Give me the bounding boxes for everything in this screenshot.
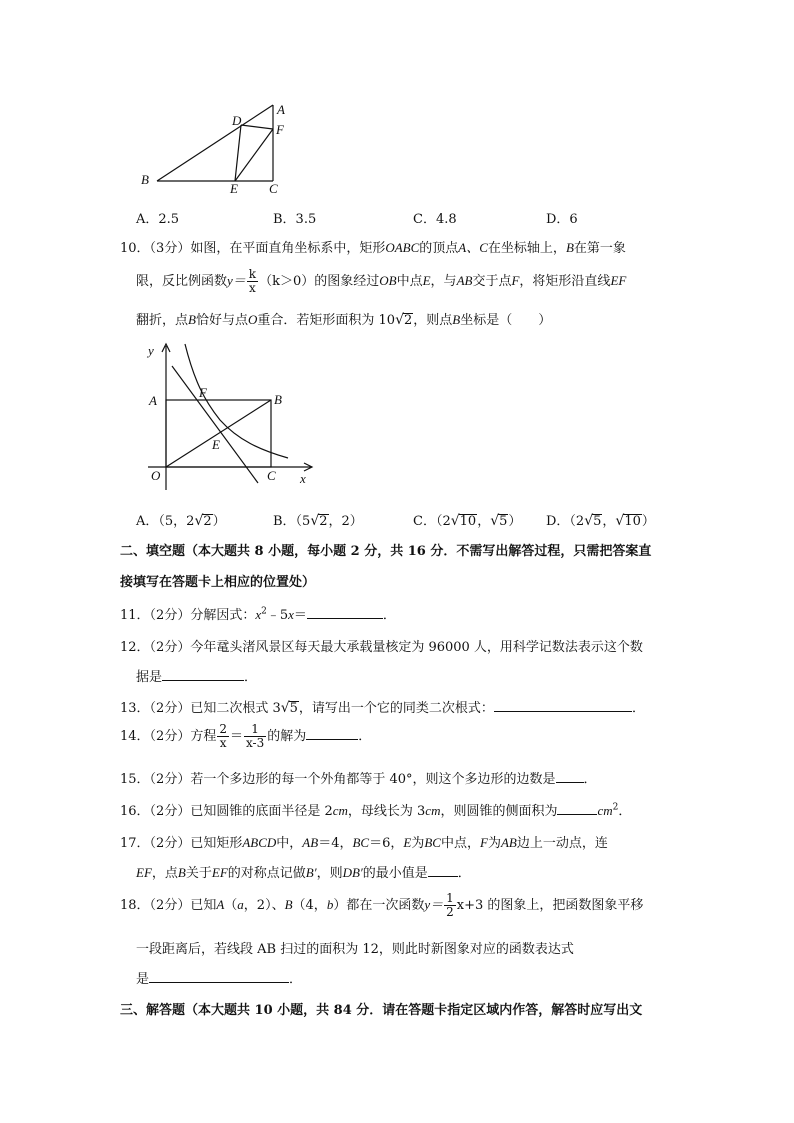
q18-line-3: 是 ．: [136, 968, 302, 987]
q9-option-b: B．3.5: [273, 212, 317, 227]
fig9-label-b: B: [141, 172, 149, 187]
q13-answer-blank[interactable]: [494, 698, 632, 712]
q9-option-d: D．6: [546, 212, 578, 227]
q15-answer-blank[interactable]: [556, 769, 584, 783]
q10-option-b: B．（5√2，2）: [273, 513, 363, 529]
q12-answer-blank[interactable]: [162, 667, 244, 681]
figure-q10: [140, 340, 325, 490]
q14: 14．（2分）方程 $\frac{2}{x}$ ＝ $\frac{1}{x-3}$ 的解为 ．: [120, 722, 372, 750]
fig9-label-d: D: [232, 113, 242, 128]
q10-option-a: A．（5，2√2）: [136, 513, 226, 529]
q9-option-c: C．4.8: [413, 212, 457, 227]
q15: 15．（2分）若一个多边形的每一个外角都等于 40°，则这个多边形的边数是 ．: [120, 768, 597, 787]
q12-line-1: 12．（2分）今年鼋头渚风景区每天最大承载量核定为 96000 人，用科学记数法表示这个数: [120, 640, 643, 655]
fig10-label-e: E: [212, 437, 220, 452]
q10-option-d: D．（2√5，√10）: [546, 513, 655, 529]
q10-line-3: 翻折，点B恰好与点O重合．若矩形面积为 10√2，则点B坐标是（ ）: [136, 312, 552, 328]
q9-option-a: A．2.5: [136, 212, 180, 227]
fig10-label-b: B: [274, 392, 282, 407]
fig9-label-a: A: [277, 102, 285, 117]
fig10-label-o: O: [151, 468, 161, 483]
q18-fraction: $\frac{1}{2}$: [446, 891, 454, 919]
section-2-heading-line-1: 二、填空题（本大题共 8 小题，每小题 2 分，共 16 分．不需写出解答过程，只需把答案直: [120, 544, 652, 559]
q10-line-1: 10．（3分）如图，在平面直角坐标系中，矩形OABC的顶点A、C在坐标轴上，B在第一象: [120, 240, 626, 256]
fig10-label-y: y: [148, 343, 154, 358]
q14-answer-blank[interactable]: [306, 726, 358, 740]
fig9-label-f: F: [276, 122, 284, 137]
q18-line-2: 一段距离后，若线段 AB 扫过的面积为 12，则此时新图象对应的函数表达式: [136, 942, 574, 957]
q10-line-2: 限，反比例函数y＝ $\frac{k}{x}$ （k＞0）的图象经过OB中点E，与AB交于点F，将矩形沿直线EF: [136, 267, 627, 295]
q10-option-c: C．（2√10，√5）: [413, 513, 522, 529]
q16: 16．（2分）已知圆锥的底面半径是 2cm，母线长为 3cm，则圆锥的侧面积为 $cm^2$．: [120, 802, 632, 819]
q16-answer-blank[interactable]: [557, 801, 597, 815]
fig9-label-e: E: [230, 181, 238, 196]
fig10-label-a: A: [149, 393, 157, 408]
q18-answer-blank[interactable]: [149, 969, 289, 983]
section-2-heading-line-2: 接填写在答题卡上相应的位置处）: [120, 575, 316, 590]
q11: 11．（2分）分解因式：$x^2﹣5x=$ ．: [120, 606, 396, 623]
q14-fraction-left: $\frac{2}{x}$: [219, 722, 227, 750]
fig10-label-c: C: [267, 468, 276, 483]
q11-answer-blank[interactable]: [307, 605, 383, 619]
q17-answer-blank[interactable]: [428, 863, 458, 877]
q13: 13．（2分）已知二次根式 3√5，请写出一个它的同类二次根式： ．: [120, 700, 645, 716]
q18-line-1: 18．（2分）已知A（a，2）、B（4，b）都在一次函数y＝ $\frac{1}{2}$ x+3 的图象上，把函数图象平移: [120, 891, 644, 919]
fig10-label-f: F: [199, 385, 207, 400]
q17-line-1: 17．（2分）已知矩形ABCD中，AB＝4，BC＝6，E为BC中点，F为AB边上一动点，连: [120, 835, 608, 851]
q12-line-2: 据是 ．: [136, 666, 257, 685]
section-3-heading-line-1: 三、解答题（本大题共 10 小题，共 84 分．请在答题卡指定区域内作答，解答时应写出文: [120, 1003, 643, 1018]
q14-fraction-right: $\frac{1}{x-3}$: [245, 722, 265, 750]
figure-q9: [135, 95, 295, 200]
fig10-label-x: x: [300, 471, 306, 486]
q10-fraction: $\frac{k}{x}$: [248, 267, 257, 295]
fig9-label-c: C: [269, 181, 278, 196]
q17-line-2: EF，点B关于EF的对称点记做B′，则DB′的最小值是 ．: [136, 865, 471, 881]
